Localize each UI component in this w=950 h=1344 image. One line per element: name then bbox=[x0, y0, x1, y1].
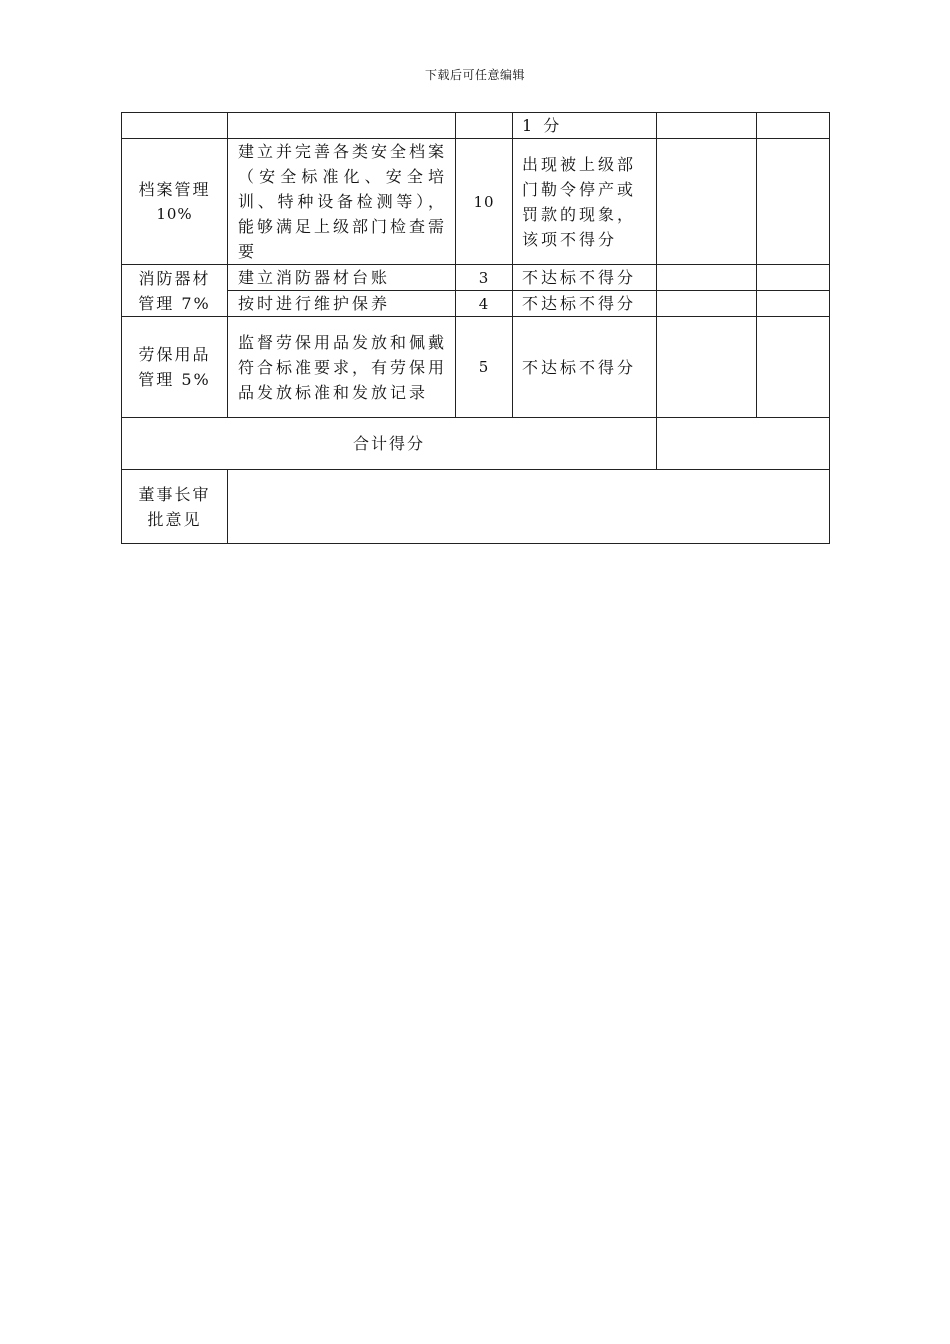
final-score-cell bbox=[757, 291, 830, 317]
category-weight: 10% bbox=[156, 204, 193, 223]
rule-cell: 出现被上级部门勒令停产或罚款的现象，该项不得分 bbox=[513, 139, 657, 265]
category-weight: 管理 7% bbox=[138, 293, 211, 313]
category-name: 档案管理 bbox=[138, 179, 211, 199]
page-header: 下载后可任意编辑 bbox=[424, 68, 525, 82]
category-cell bbox=[122, 317, 228, 418]
description-cell: 按时进行维护保养 bbox=[228, 291, 456, 317]
description-cell: 建立消防器材台账 bbox=[228, 265, 456, 291]
category-name: 劳保用品 bbox=[138, 345, 211, 364]
approval-row bbox=[122, 470, 830, 544]
description-cell: 建立并完善各类安全档案（安全标准化、安全培训、特种设备检测等），能够满足上级部门检查需要 bbox=[228, 139, 456, 265]
approval-label: 董事长审 bbox=[138, 484, 211, 504]
category-cell bbox=[122, 139, 228, 265]
self-score-cell bbox=[657, 139, 757, 265]
description-cell bbox=[228, 113, 456, 139]
self-score-cell bbox=[657, 291, 757, 317]
category-cell bbox=[122, 265, 228, 317]
approval-label-cell bbox=[122, 470, 228, 544]
category-weight: 管理 5% bbox=[138, 370, 211, 389]
table-row bbox=[122, 139, 830, 265]
safety-assessment-table bbox=[121, 112, 830, 544]
score-cell: 5 bbox=[456, 317, 513, 418]
table-row bbox=[122, 317, 830, 418]
score-cell: 3 bbox=[456, 265, 513, 291]
self-score-cell bbox=[657, 113, 757, 139]
score-cell: 4 bbox=[456, 291, 513, 317]
rule-cell: 1 分 bbox=[513, 113, 657, 139]
category-cell bbox=[122, 113, 228, 139]
rule-cell: 不达标不得分 bbox=[513, 265, 657, 291]
total-label: 合计得分 bbox=[122, 418, 657, 470]
approval-label: 批意见 bbox=[147, 509, 202, 529]
self-score-cell bbox=[657, 265, 757, 291]
final-score-cell bbox=[757, 113, 830, 139]
score-cell: 10 bbox=[456, 139, 513, 265]
score-cell bbox=[456, 113, 513, 139]
final-score-cell bbox=[757, 265, 830, 291]
description-cell: 监督劳保用品发放和佩戴符合标准要求，有劳保用品发放标准和发放记录 bbox=[228, 317, 456, 418]
category-name: 消防器材 bbox=[138, 268, 211, 288]
total-row bbox=[122, 418, 830, 470]
final-score-cell bbox=[757, 317, 830, 418]
total-score-cell bbox=[657, 418, 830, 470]
table-row bbox=[122, 265, 830, 291]
approval-opinion-cell bbox=[228, 470, 830, 544]
self-score-cell bbox=[657, 317, 757, 418]
rule-cell: 不达标不得分 bbox=[513, 317, 657, 418]
table-row bbox=[122, 113, 830, 139]
final-score-cell bbox=[757, 139, 830, 265]
table-row bbox=[122, 291, 830, 317]
rule-cell: 不达标不得分 bbox=[513, 291, 657, 317]
